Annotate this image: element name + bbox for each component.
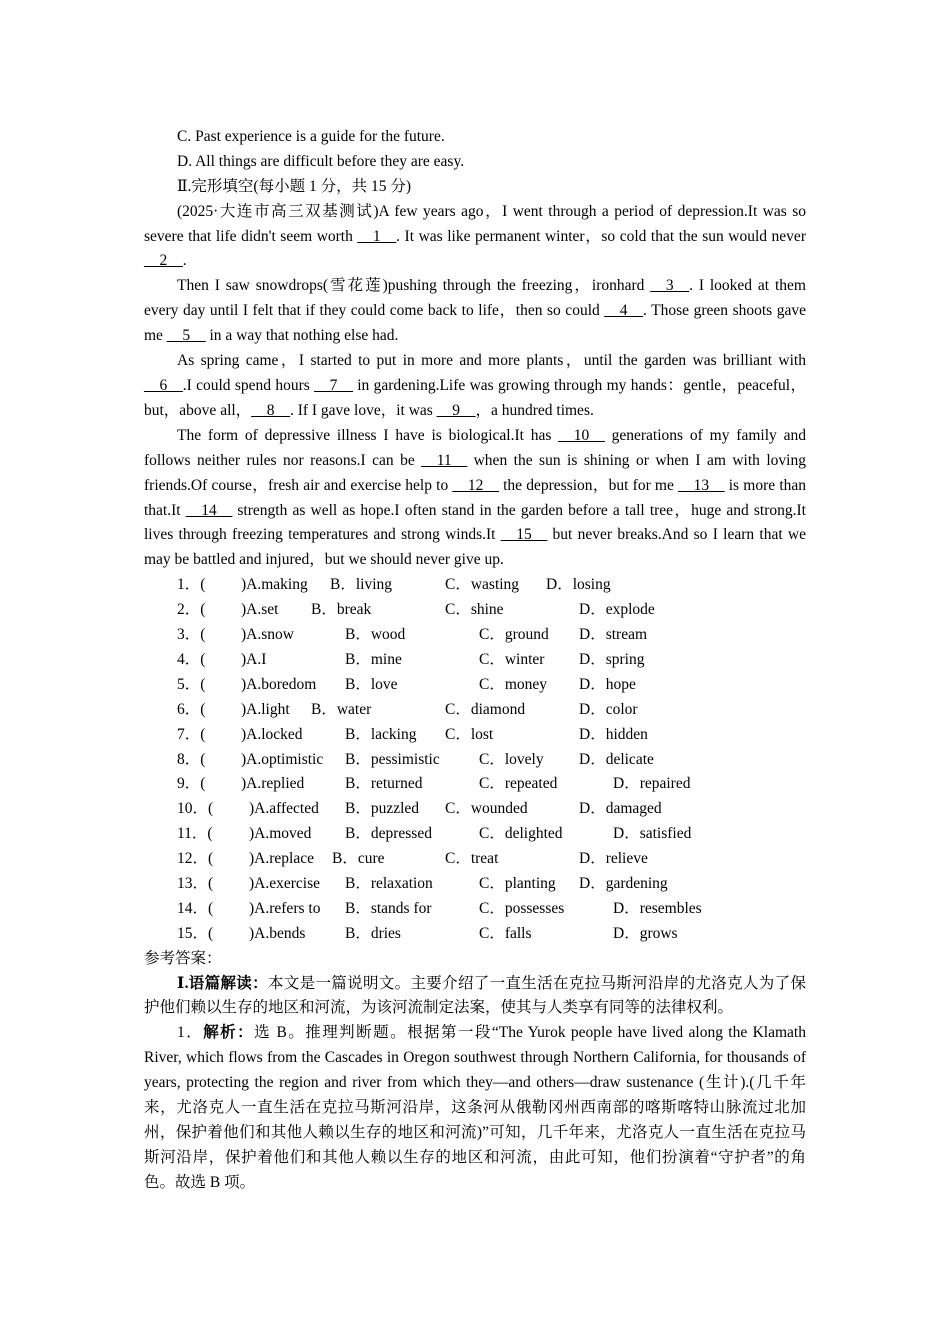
blank-13: __13__ xyxy=(678,476,725,494)
question-row: 6．( )A.light B．water C．diamond D．color xyxy=(177,700,638,718)
blank-2: __2__ xyxy=(144,252,183,270)
blank-1: __1__ xyxy=(357,227,397,245)
question-row: 1．( )A.making B．living C．wasting D．losing xyxy=(177,576,611,594)
blank-10: __10__ xyxy=(558,426,605,444)
section-title: Ⅱ.完形填空(每小题 1 分，共 15 分) xyxy=(177,177,411,195)
blank-14: __14__ xyxy=(185,501,233,519)
passage-paragraph-1: (2025·大连市高三双基测试)A few years ago，I went through a period of depression.It was so severe that life didn't seem worth __1__. It was like permanent winter，so cold that the sun would never __2__. xyxy=(144,202,806,270)
blank-8: __8__ xyxy=(251,401,290,419)
question-row: 3．( )A.snow B．wood C．ground D．stream xyxy=(177,626,648,644)
question-row: 9．( )A.replied B．returned C．repeated D．repaired xyxy=(177,775,691,793)
content xyxy=(144,125,806,1196)
question-row: 14．( )A.refers to B．stands for C．possesses D．resembles xyxy=(177,899,702,917)
blank-3: __3__ xyxy=(650,277,690,295)
answers-title: 参考答案： xyxy=(144,949,222,967)
question-row: 15．( )A.bends B．dries C．falls D．grows xyxy=(177,924,678,942)
explanation-label: 解析： xyxy=(203,1024,255,1042)
question-row: 13．( )A.exercise B．relaxation C．planting D．gardening xyxy=(177,874,668,892)
question-row: 8．( )A.optimistic B．pessimistic C．lovely D．delicate xyxy=(177,750,654,768)
passage-paragraph-3: As spring came，I started to put in more and more plants，until the garden was brilliant with __6__.I could spend hours __7__ in gardening.Life was growing through my hands：gentle，peaceful，but，above all，__8__. If I gave love，it was __9__，a hundred times. xyxy=(144,352,806,419)
option-c-line: C. Past experience is a guide for the future. xyxy=(177,128,445,145)
question-row: 7．( )A.locked B．lacking C．lost D．hidden xyxy=(177,725,648,743)
answer-explanation-1: 1．解析：选 B。推理判断题。根据第一段“The Yurok people have lived along the Klamath River, which flows from the Cascades in Oregon southwest through Northern California, for thousands of years, protecting the region and river from which they—and others—draw sustenance (生计).(几千年来，尤洛克人一直生活在克拉马斯河沿岸，这条河从俄勒冈州西南部的喀斯喀特山脉流过北加州，保护着他们和其他人赖以生存的地区和河流)”可知，几千年来，尤洛克人一直生活在克拉马斯河沿岸，保护着他们和其他人赖以生存的地区和河流，由此可知，他们扮演着“守护者”的角色。故选 B 项。 xyxy=(144,1024,806,1191)
blank-5: __5__ xyxy=(166,327,206,345)
answers-intro: Ⅰ.语篇解读：本文是一篇说明文。主要介绍了一直生活在克拉马斯河沿岸的尤洛克人为了保护他们赖以生存的地区和河流，为该河流制定法案，使其与人类享有同等的法律权利。 xyxy=(144,974,806,1017)
question-row: 4．( )A.I B．mine C．winter D．spring xyxy=(177,650,645,668)
passage-paragraph-2: Then I saw snowdrops(雪花莲)pushing through the freezing，ironhard __3__. I looked at them every day until I felt that if they could come back to life，then so could __4__. Those green shoots gave me __5__ in a way that nothing else had. xyxy=(144,277,806,345)
blank-6: __6__ xyxy=(144,377,183,395)
blank-15: __15__ xyxy=(500,526,548,544)
blank-4: __4__ xyxy=(604,302,644,320)
question-row: 2．( )A.set B．break C．shine D．explode xyxy=(177,601,655,619)
question-row: 11．( )A.moved B．depressed C．delighted D．satisfied xyxy=(177,825,692,843)
passage-paragraph-4: The form of depressive illness I have is biological.It has __10__ generations of my family and follows neither rules nor reasons.I can be __11__ when the sun is shining or when I am with loving friends.Of course，fresh air and exercise help to __12__ the depression，but for me __13__ is more than that.It __14__ strength as well as hope.I often stand in the garden before a tall tree，huge and strong.It lives through freezing temperatures and strong winds.It __15__ but never breaks.And so I learn that we may be battled and injured，but we should never give up. xyxy=(144,426,807,569)
option-d-line: D. All things are difficult before they are easy. xyxy=(177,152,465,170)
question-row: 5．( )A.boredom B．love C．money D．hope xyxy=(177,675,636,693)
question-row: 12．( )A.replace B．cure C．treat D．relieve xyxy=(177,850,648,868)
answers-intro-label: Ⅰ.语篇解读： xyxy=(177,974,268,992)
blank-7: __7__ xyxy=(314,377,353,395)
blank-9: __9__ xyxy=(436,401,476,419)
blank-12: __12__ xyxy=(452,476,499,494)
blank-11: __11__ xyxy=(421,451,468,469)
question-row: 10．( )A.affected B．puzzled C．wounded D．damaged xyxy=(177,800,662,818)
